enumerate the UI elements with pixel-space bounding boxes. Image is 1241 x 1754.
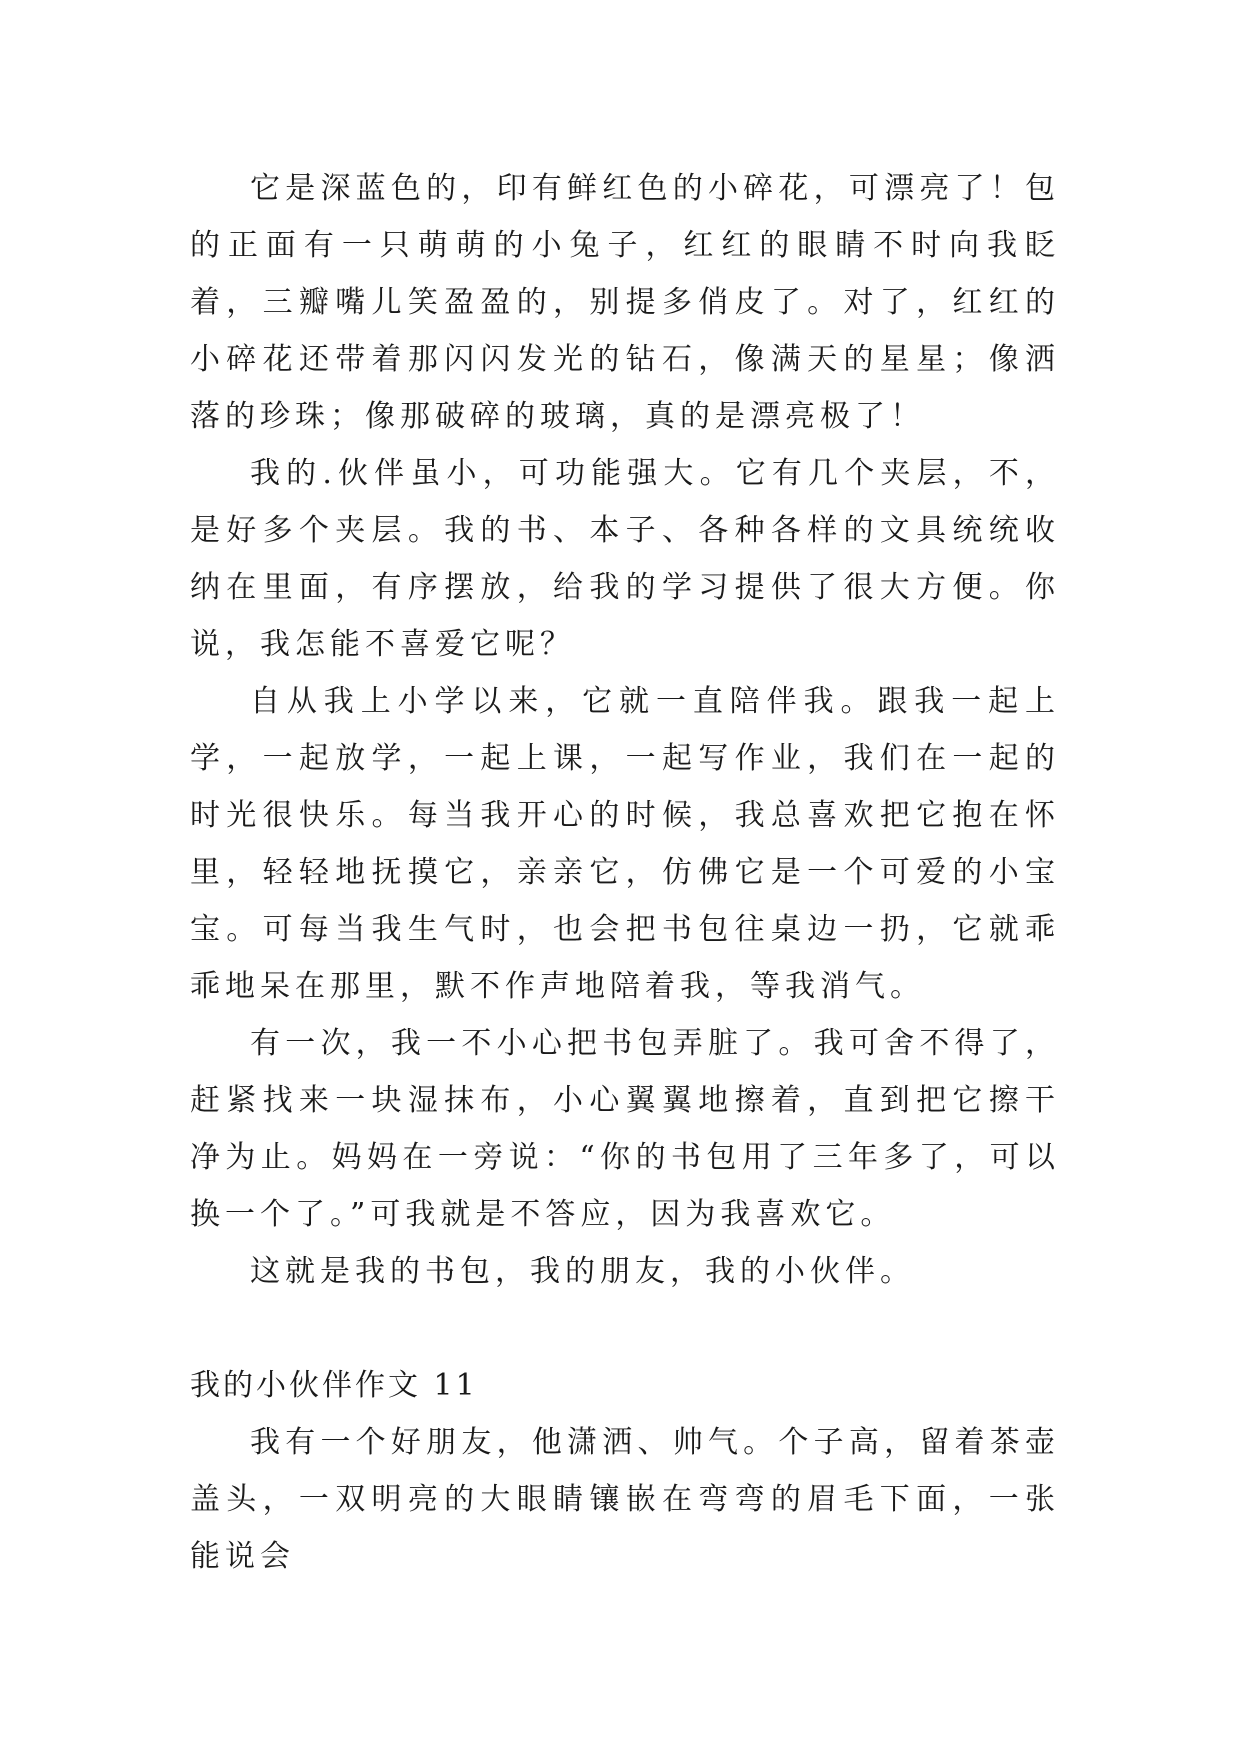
paragraph-cleaning-story: 有一次，我一不小心把书包弄脏了。我可舍不得了，赶紧找来一块湿抹布，小心翼翼地擦着，直到把它擦干净为止。妈妈在一旁说：“你的书包用了三年多了，可以换一个了。”可我就是不答应，因为我喜欢它。: [190, 1026, 1060, 1232]
paragraph-schoolbag-appearance: 它是深蓝色的，印有鲜红色的小碎花，可漂亮了！包的正面有一只萌萌的小兔子，红红的眼睛不时向我眨着，三瓣嘴儿笑盈盈的，别提多俏皮了。对了，红红的小碎花还带着那闪闪发光的钻石，像满天的星星；像洒落的珍珠；像那破碎的玻璃，真的是漂亮极了！: [190, 171, 1060, 434]
section-title: 我的小伙伴作文 11: [190, 1368, 478, 1403]
document-body: [190, 160, 1060, 1585]
paragraph-companionship: 自从我上小学以来，它就一直陪伴我。跟我一起上学，一起放学，一起上课，一起写作业，我们在一起的时光很快乐。每当我开心的时候，我总喜欢把它抱在怀里，轻轻地抚摸它，亲亲它，仿佛它是一个可爱的小宝宝。可每当我生气时，也会把书包往桌边一扔，它就乖乖地呆在那里，默不作声地陪着我，等我消气。: [190, 684, 1060, 1004]
paragraph-conclusion: 这就是我的书包，我的朋友，我的小伙伴。: [250, 1254, 915, 1289]
paragraph-schoolbag-function: 我的.伙伴虽小，可功能强大。它有几个夹层，不，是好多个夹层。我的书、本子、各种各样的文具统统收纳在里面，有序摆放，给我的学习提供了很大方便。你说，我怎能不喜爱它呢？: [190, 456, 1060, 662]
paragraph-good-friend: 我有一个好朋友，他潇洒、帅气。个子高，留着茶壶盖头，一双明亮的大眼睛镶嵌在弯弯的眉毛下面，一张能说会: [190, 1425, 1060, 1574]
